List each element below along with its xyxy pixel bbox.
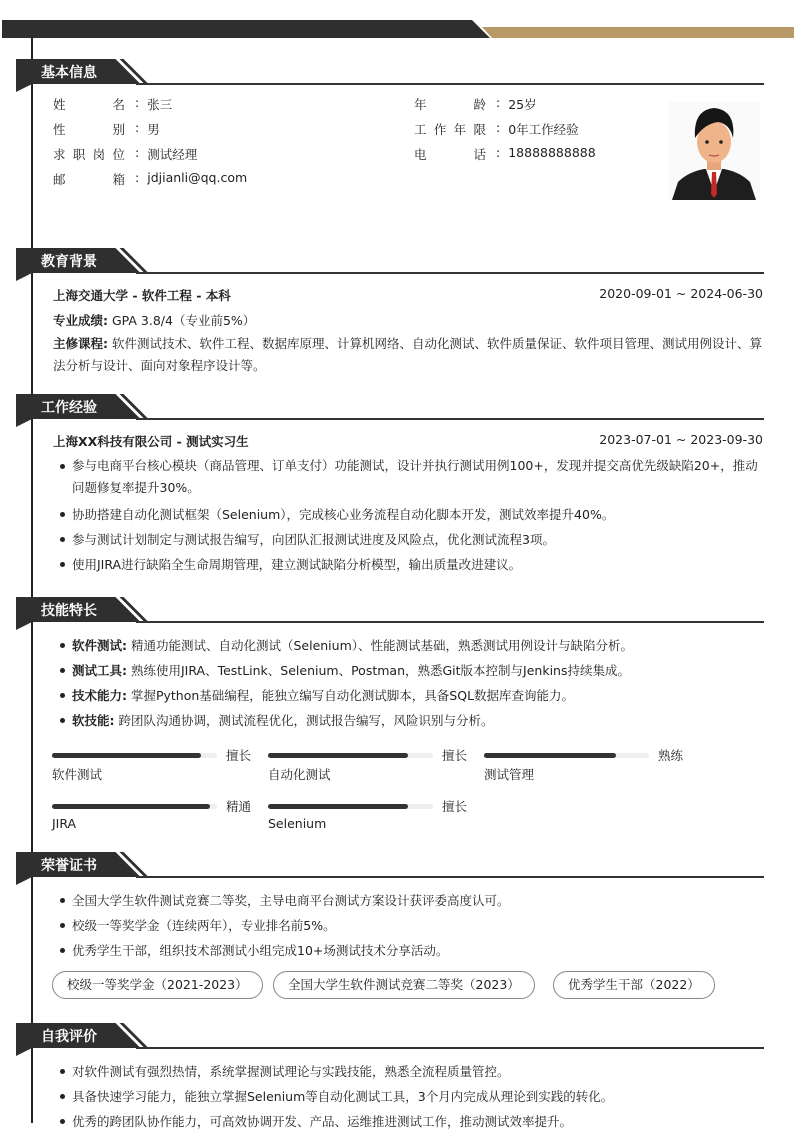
- list-item: 优秀学生干部，组织技术部测试小组完成10+场测试技术分享活动。: [58, 938, 764, 963]
- section-title: 教育背景: [41, 254, 97, 270]
- info-position: 求职岗位 : 测试经理: [53, 145, 198, 162]
- profile-photo: [668, 102, 760, 200]
- timeline-line: [31, 38, 33, 1123]
- section-title: 基本信息: [41, 65, 97, 81]
- honors-list: [58, 888, 764, 963]
- info-experience: 工作年限 : 0年工作经验: [414, 120, 579, 137]
- header-gold-bar: [482, 27, 794, 38]
- header-dark-bar: [2, 20, 490, 38]
- list-item: 技术能力: 掌握Python基础编程，能独立编写自动化测试脚本，具备SQL数据库查询能力。: [58, 683, 764, 708]
- list-item: 软技能: 跨团队沟通协调，测试流程优化，测试报告编写，风险识别与分析。: [58, 708, 764, 733]
- section-header-basic: [16, 59, 764, 85]
- list-item: 测试工具: 熟练使用JIRA、TestLink、Selenium、Postman，熟悉Git版本控制与Jenkins持续集成。: [58, 658, 764, 683]
- list-item: 参与测试计划制定与测试报告编写，向团队汇报测试进度及风险点，优化测试流程3项。: [58, 527, 764, 552]
- section-title: 荣誉证书: [41, 858, 97, 874]
- list-item: 全国大学生软件测试竞赛二等奖，主导电商平台测试方案设计获评委高度认可。: [58, 888, 764, 913]
- list-item: 使用JIRA进行缺陷全生命周期管理，建立测试缺陷分析模型，输出质量改进建议。: [58, 552, 764, 577]
- section-header-work: [16, 394, 764, 420]
- section-title: 工作经验: [41, 400, 97, 416]
- honor-tag: 全国大学生软件测试竞赛二等奖（2023）: [273, 971, 535, 999]
- section-header-self: [16, 1023, 764, 1049]
- list-item: 协助搭建自动化测试框架（Selenium），完成核心业务流程自动化脚本开发，测试效率提升40%。: [58, 502, 764, 527]
- section-header-honors: [16, 852, 764, 878]
- list-item: 优秀的跨团队协作能力，可高效协调开发、产品、运维推进测试工作，推动测试效率提升。: [58, 1109, 764, 1134]
- edu-courses: 主修课程: 软件测试技术、软件工程、数据库原理、计算机网络、自动化测试、软件质量保证、软件项目管理、测试用例设计、算法分析与设计、面向对象程序设计等。: [53, 336, 762, 373]
- info-phone: 电话 : 18888888888: [414, 145, 596, 162]
- honor-tag: 校级一等奖学金（2021-2023）: [52, 971, 263, 999]
- section-header-education: [16, 248, 764, 274]
- edu-school: 上海交通大学 - 软件工程 - 本科: [53, 288, 231, 303]
- section-title: 技能特长: [41, 603, 97, 619]
- edu-gpa: 专业成绩: GPA 3.8/4（专业前5%）: [53, 313, 256, 328]
- list-item: 软件测试: 精通功能测试、自动化测试（Selenium）、性能测试基础，熟悉测试用例设计与缺陷分析。: [58, 633, 764, 658]
- section-title: 自我评价: [41, 1029, 97, 1045]
- list-item: 参与电商平台核心模块（商品管理、订单支付）功能测试，设计并执行测试用例100+，发现并提交高优先级缺陷20+，推动问题修复率提升30%。: [58, 454, 764, 502]
- info-name: 姓名 : 张三: [53, 95, 173, 112]
- info-age: 年龄 : 25岁: [414, 95, 537, 112]
- honor-tag: 优秀学生干部（2022）: [553, 971, 715, 999]
- section-header-skills: [16, 597, 764, 623]
- skills-list: [58, 633, 764, 733]
- work-date: 2023-07-01 ~ 2023-09-30: [599, 432, 763, 447]
- list-item: 校级一等奖学金（连续两年），专业排名前5%。: [58, 913, 764, 938]
- edu-date: 2020-09-01 ~ 2024-06-30: [599, 286, 763, 301]
- work-company: 上海XX科技有限公司 - 测试实习生: [53, 434, 249, 449]
- list-item: 具备快速学习能力，能独立掌握Selenium等自动化测试工具，3个月内完成从理论到实践的转化。: [58, 1084, 764, 1109]
- list-item: 对软件测试有强烈热情，系统掌握测试理论与实践技能，熟悉全流程质量管控。: [58, 1059, 764, 1084]
- info-email: 邮箱 : jdjianli@qq.com: [53, 170, 248, 187]
- info-gender: 性别 : 男: [53, 120, 160, 137]
- work-list: [58, 454, 764, 577]
